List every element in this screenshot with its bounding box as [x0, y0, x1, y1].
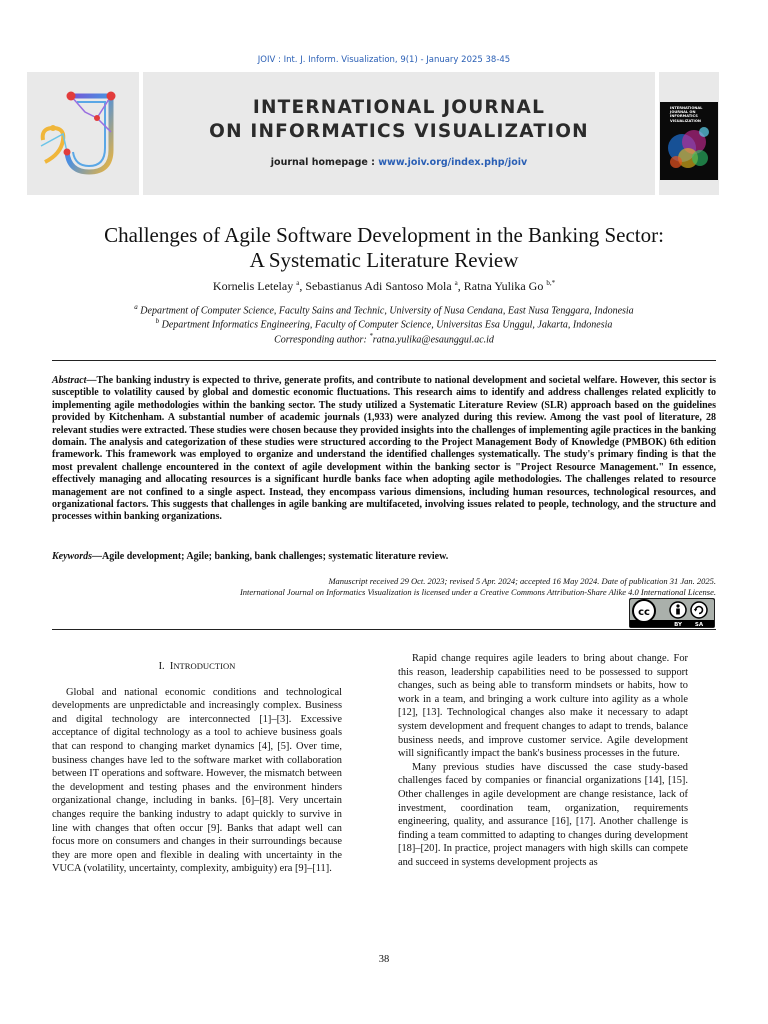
- abstract: [52, 375, 716, 524]
- paragraph: Global and national economic conditions and technological developments are unpredictable and increasingly complex. Business and digital technology are interconnected [1]–[3]. Excessive acceptance of digital technology as a tool to achieve business goals that can respond to changing market dynamics [4], [5]. Over time, business changes have led to the software market with collaboration between IT operations and software. However, the mismatch between the development and testing phases and the environment hinders organizational change, including in banks. [6]–[8]. Very uncertain changes require the banking industry to adapt quickly to survive in line with changes that often occur [9]. Banks that adapt well can focus more on consumers and changes in their surroundings because they are more open and flexible in dealing with uncertainty in the VUCA (volatility, uncertainty, complexity, ambiguity) era [9]–[11].: [52, 686, 342, 875]
- section-title: NTRODUCTION: [173, 661, 236, 671]
- journal-name-line1: INTERNATIONAL JOURNAL: [252, 97, 546, 118]
- author-separator: ,: [299, 279, 306, 293]
- section-title-initial: I: [169, 661, 174, 672]
- homepage-link[interactable]: www.joiv.org/index.php/joiv: [378, 157, 528, 168]
- author-affiliation-mark: a: [296, 279, 300, 287]
- paragraph: Many previous studies have discussed the case study-based challenges faced by companies or financial organizations [14], [15]. Other challenges in agile development are change resistance, lack of investment, coordination team, organization, requirements engineering, quality, and assurance [16], [17]. Another challenge is finding a team committed to adapting to changes during development [18]–[20]. In practice, project managers with high skills can compete and succeed in systems development projects as: [398, 761, 688, 868]
- body-column-right: [398, 652, 688, 870]
- abstract-dash: —: [86, 375, 97, 386]
- affiliation-text: Department Informatics Engineering, Faculty of Computer Science, Universitas Esa Unggul, Jakarta, Indonesia: [161, 319, 613, 331]
- keywords-dash: —: [92, 551, 102, 562]
- affiliation-a: [0, 303, 768, 316]
- joiv-logo-icon: [27, 72, 139, 195]
- journal-logo-panel: [27, 72, 139, 195]
- author-affiliation-mark: b,*: [546, 279, 556, 287]
- divider: [52, 360, 716, 361]
- cc-sa-label: SA: [694, 622, 704, 628]
- journal-homepage: [143, 157, 655, 168]
- affiliation-b: [0, 317, 768, 330]
- body-column-left: [52, 652, 342, 876]
- divider: [52, 629, 716, 630]
- abstract-text: The banking industry is expected to thrive, generate profits, and contribute to national development and societal welfare. However, this sector is susceptible to volatility caused by global and domestic economic fluctuations. This research aims to identify and address challenges related explicitly to implementing agile methodologies within the banking sector. The study utilized a Systematic Literature Review (SLR) approach based on the guidelines provided by Kitchenham. A substantial number of academic journals (1,933) were analyzed during this review. Among the vast pool of literature, 28 relevant studies were extracted. These studies were chosen because they provided insights into the challenges of implementing agile practices in the banking domain. The analysis and categorization of these studies were structured according to the Project Management Body of Knowledge (PMBOK) 6th edition framework. This framework was employed to organize and understand the identified challenges systematically. The study's primary finding is that the most prevalent challenge encountered in the context of agile development within the banking sector is "Project Resource Management." In essence, effectively managing and allocating resources is a significant hurdle banks face when adopting agile methodologies. The challenges related to resource management are not confined to a single aspect. Instead, they encompass various dimensions, including human resources, technological resources, and organizational factors. This suggests that challenges in agile banking are multifaceted, involving issues related to people, technology, and the structure and processes within banking organizations.: [52, 375, 716, 523]
- keywords-text: Agile development; Agile; banking, bank challenges; systematic literature review.: [102, 551, 449, 562]
- affiliation-mark: b: [155, 317, 160, 325]
- author-separator: ,: [457, 279, 464, 293]
- paper-title-line2: A Systematic Literature Review: [249, 248, 519, 272]
- page-number: 38: [378, 954, 390, 965]
- author-affiliation-mark: a: [454, 279, 458, 287]
- journal-cover-image: [660, 102, 718, 180]
- section-heading: [52, 660, 342, 674]
- cc-by-label: BY: [674, 622, 682, 628]
- corresponding-email[interactable]: ratna.yulika@esaunggul.ac.id: [372, 334, 494, 346]
- paper-title: [40, 223, 728, 273]
- paper-title-line1: Challenges of Agile Software Development in the Banking Sector:: [104, 223, 664, 247]
- paragraph: Rapid change requires agile leaders to bring about change. For this reason, leadership capabilities need to be possessed to support changes, such as being able to transform mindsets or habits, how to work in a team, and bringing a work culture into agility as a whole [12], [13]. Technological changes also make it necessary to adapt system development and frequent changes to adapt to trends, balance business needs, and improve customer service. Agile development will significantly impact the bank's business processes in the future.: [398, 653, 688, 760]
- abstract-label: Abstract: [52, 375, 87, 386]
- license-statement: International Journal on Informatics Visualization is licensed under a Creative Commons Attribution-Share Alike 4.0 International License.: [239, 587, 716, 597]
- journal-banner: [27, 72, 719, 195]
- corresponding-author: [0, 332, 768, 345]
- homepage-label: journal homepage :: [270, 157, 375, 168]
- cc-license-badge[interactable]: [629, 598, 715, 628]
- section-number: I.: [158, 661, 165, 672]
- author-name: Kornelis Letelay: [212, 279, 294, 293]
- corresponding-mark: *: [369, 332, 373, 340]
- cover-title: INTERNATIONAL JOURNAL ON INFORMATICS VISUALIZATION: [670, 106, 703, 123]
- affiliation-mark: a: [134, 303, 138, 311]
- corresponding-label: Corresponding author:: [274, 334, 370, 346]
- journal-title-panel: [143, 72, 655, 195]
- journal-cover-panel: [659, 72, 719, 195]
- author-list: [0, 279, 768, 294]
- manuscript-dates: Manuscript received 29 Oct. 2023; revised 5 Apr. 2024; accepted 16 May 2024. Date of publication 31 Jan. 2025.: [328, 576, 716, 586]
- keywords-label: Keywords: [52, 551, 92, 562]
- journal-citation: JOIV : Int. J. Inform. Visualization, 9(1) - January 2025 38-45: [257, 55, 511, 65]
- author-name: Ratna Yulika Go: [463, 279, 544, 293]
- author-name: Sebastianus Adi Santoso Mola: [305, 279, 452, 293]
- cc-by-sa-icon: [629, 598, 715, 628]
- affiliation-text: Department of Computer Science, Faculty Sains and Technic, University of Nusa Cendana, East Nusa Tenggara, Indonesia: [140, 305, 634, 317]
- keywords: [52, 551, 716, 562]
- svg-text:cc: cc: [638, 607, 650, 618]
- journal-name-line2: ON INFORMATICS VISUALIZATION: [209, 121, 589, 142]
